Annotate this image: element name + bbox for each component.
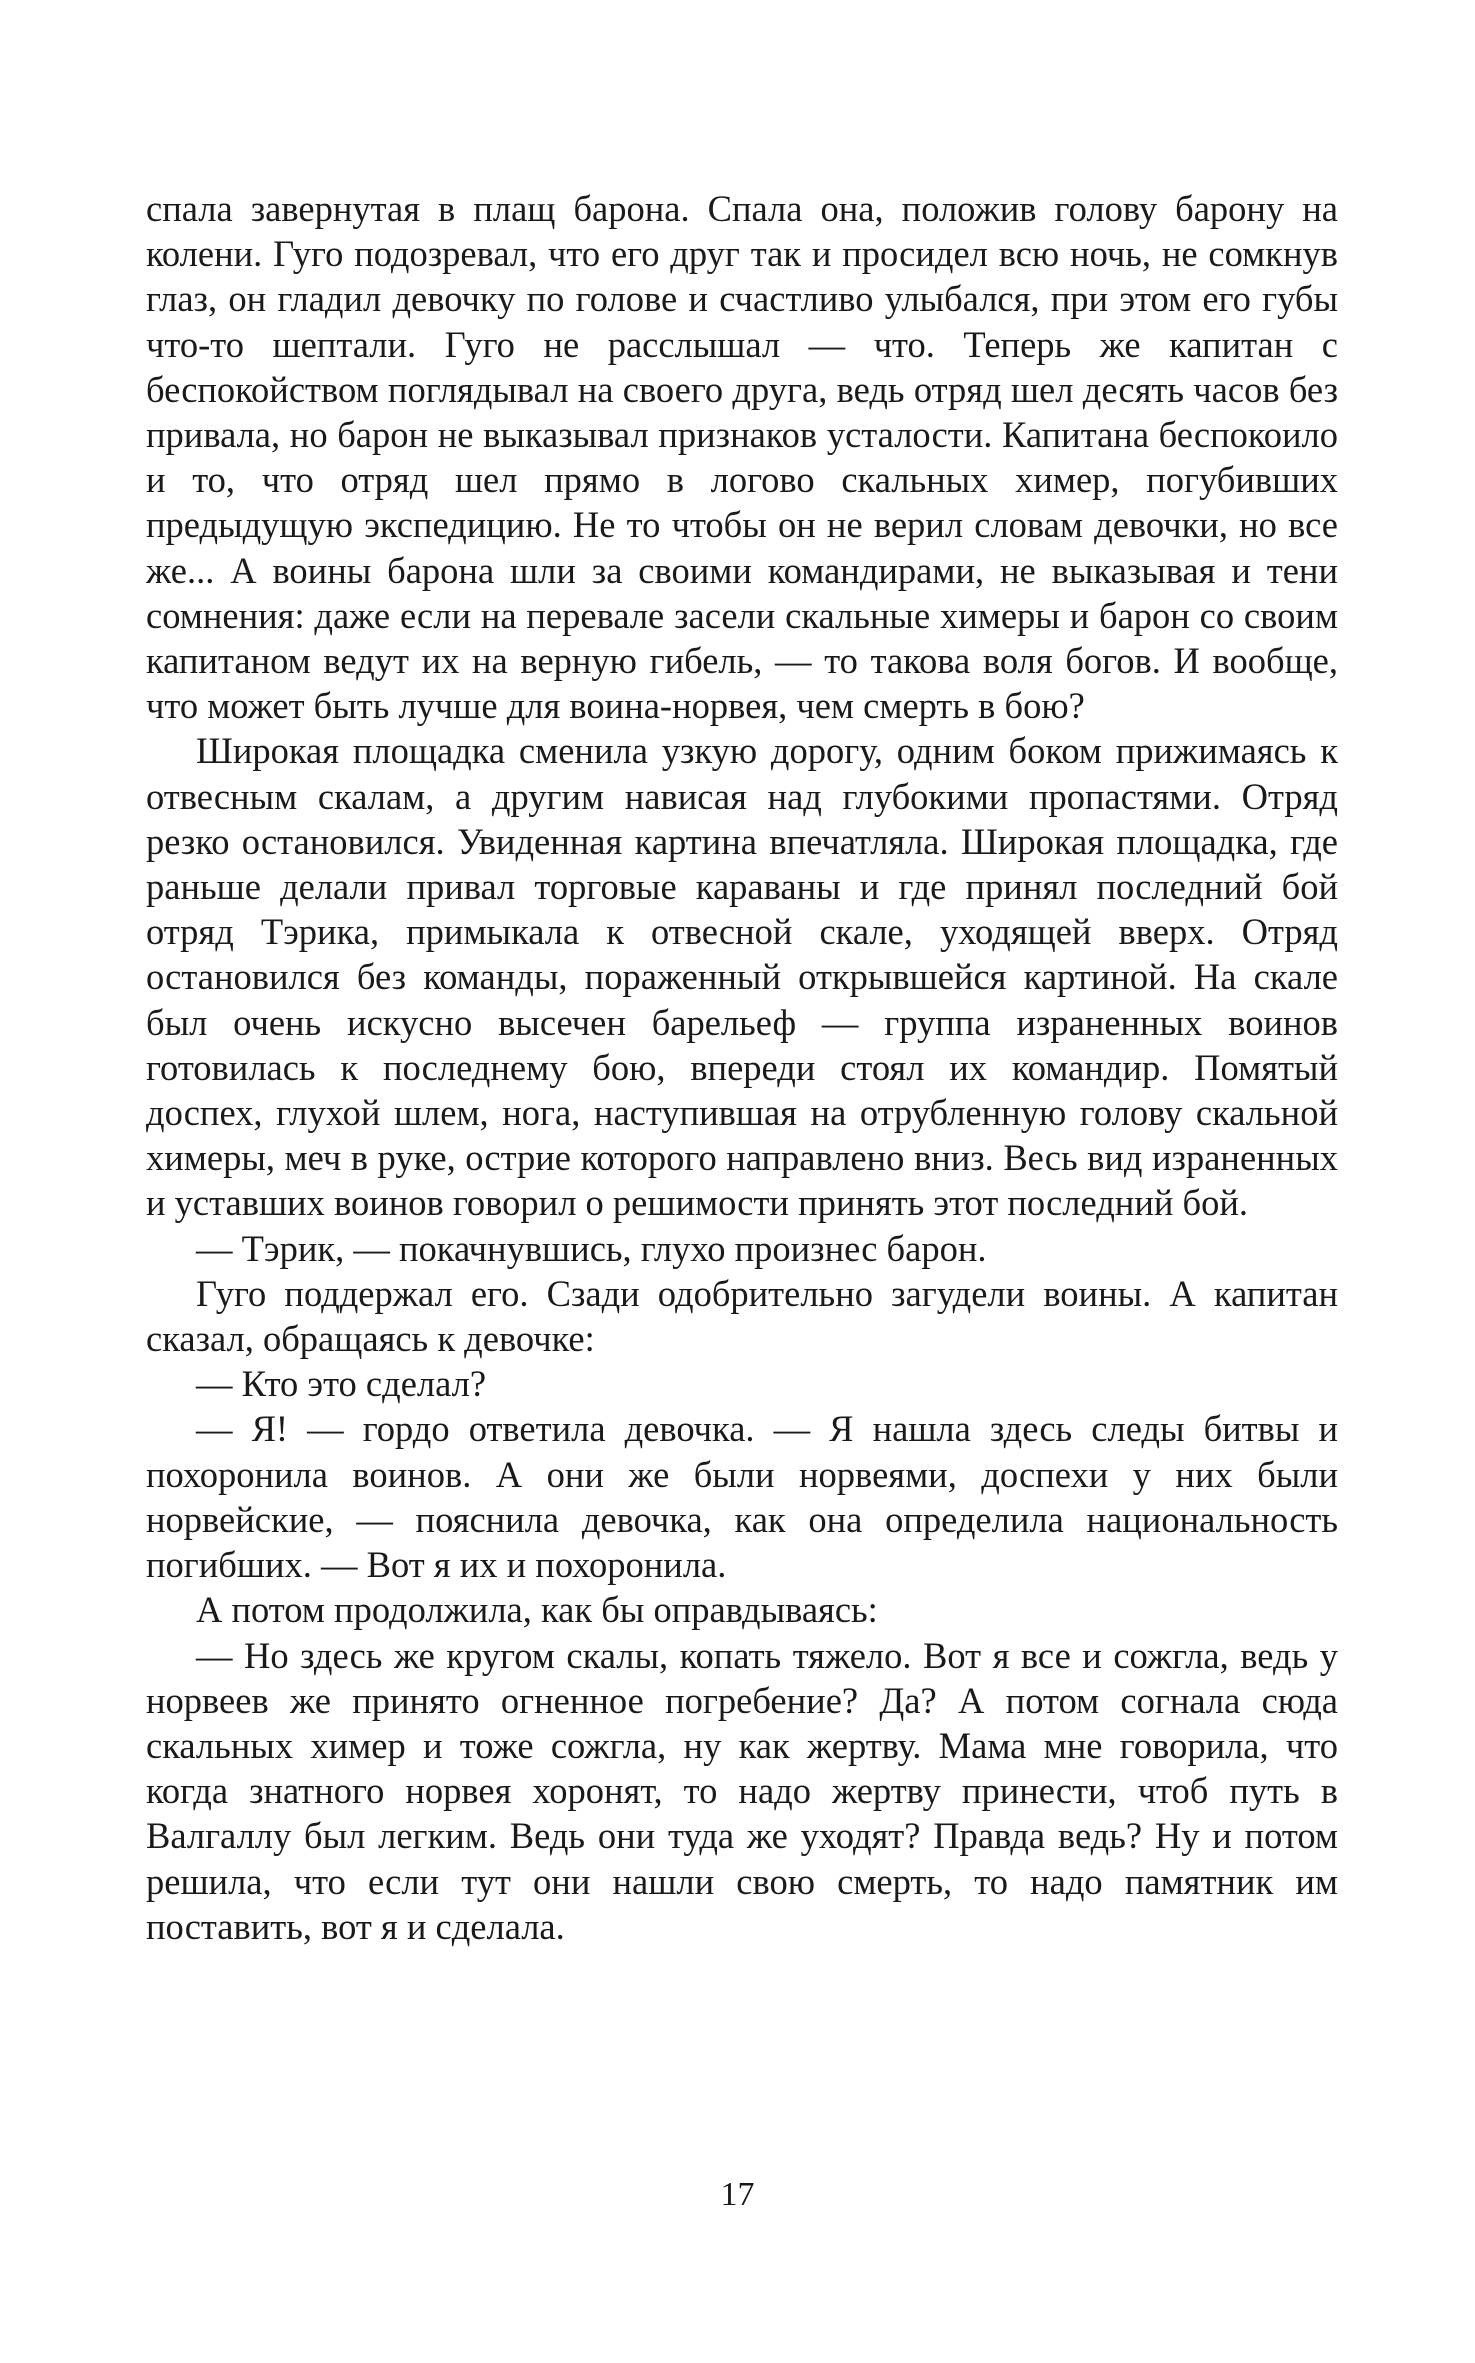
paragraph-2: Широкая площадка сменила узкую дорогу, одним боком прижимаясь к отвесным скалам, а другим нависая над глубокими пропастями. Отряд резко остановился. Увиденная картина впечатляла. Широкая площадка, где раньше делали привал торговые караваны и где принял последний бой отряд Тэрика, примыкала к отвесной скале, уходящей вверх. Отряд остановился без команды, пораженный открывшейся картиной. На скале был очень искусно высечен барельеф — группа израненных воинов готовилась к последнему бою, впереди стоял их командир. Помятый доспех, глухой шлем, нога, наступившая на отрубленную голову скальной химеры, меч в руке, острие которого направлено вниз. Весь вид израненных и уставших воинов говорил о решимости принять этот последний бой. xyxy=(146,730,1338,1224)
paragraph-8: — Но здесь же кругом скалы, копать тяжело. Вот я все и сожгла, ведь у норвеев же принято огненное погребение? Да? А потом согнала сюда скальных химер и тоже сожгла, ну как жертву. Мама мне говорила, что когда знатного норвея хоронят, то надо жертву принести, чтоб путь в Валгаллу был легким. Ведь они туда же уходят? Правда ведь? Ну и потом решила, что если тут они нашли свою смерть, то надо памятник им поставить, вот я и сделала. xyxy=(146,1634,1338,1947)
paragraph-5: — Кто это сделал? xyxy=(196,1363,487,1405)
paragraph-4: Гуго поддержал его. Сзади одобрительно загудели воины. А капитан сказал, обращаясь к девочке: xyxy=(146,1272,1338,1360)
page-number: 17 xyxy=(720,2176,755,2213)
page-body xyxy=(146,186,1338,1949)
paragraph-7: А потом продолжила, как бы оправдываясь: xyxy=(196,1589,878,1631)
paragraph-6: — Я! — гордо ответила девочка. — Я нашла здесь следы битвы и похоронила воинов. А они же были норвеями, доспехи у них были норвейские, — пояснила девочка, как она определила национальность погибших. — Вот я их и похоронила. xyxy=(146,1408,1338,1586)
paragraph-1: спала завернутая в плащ барона. Спала она, положив голову барону на колени. Гуго подозревал, что его друг так и просидел всю ночь, не сомкнув глаз, он гладил девочку по голове и счастливо улыбался, при этом его губы что-то шептали. Гуго не расслышал — что. Теперь же капитан с беспокойством поглядывал на своего друга, ведь отряд шел десять часов без привала, но барон не выказывал признаков усталости. Капитана беспокоило и то, что отряд шел прямо в логово скальных химер, погубивших предыдущую экспедицию. Не то чтобы он не верил словам девочки, но все же... А воины барона шли за своими командирами, не выказывая и тени сомнения: даже если на перевале засели скальные химеры и барон со своим капитаном ведут их на верную гибель, — то такова воля богов. И вообще, что может быть лучше для воина-норвея, чем смерть в бою? xyxy=(146,188,1338,727)
paragraph-3: — Тэрик, — покачнувшись, глухо произнес барон. xyxy=(196,1227,987,1269)
